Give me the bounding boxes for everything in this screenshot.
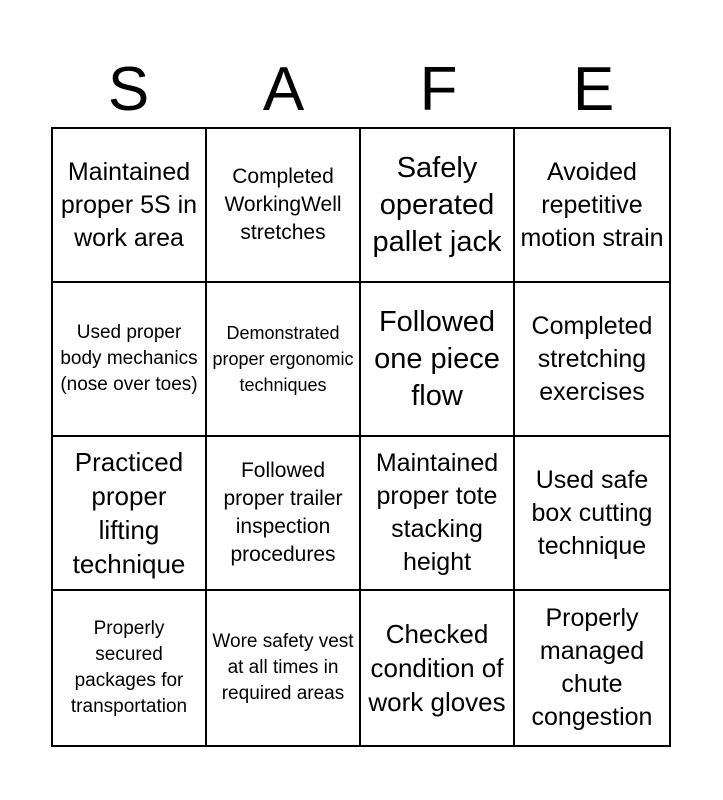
bingo-cell-15[interactable] — [361, 591, 515, 745]
bingo-cell-text: Safely operated pallet jack — [372, 151, 502, 258]
bingo-cell-text: Checked condition of work gloves — [368, 619, 506, 717]
bingo-cell-2[interactable] — [207, 129, 361, 283]
header-letter-e: E — [572, 55, 615, 124]
bingo-cell-text: Wore safety vest at all times in required areas — [212, 631, 354, 704]
bingo-board — [51, 127, 671, 747]
bingo-cell-text: Maintained proper 5S in work area — [60, 157, 198, 252]
header-letter-f: F — [419, 55, 458, 124]
bingo-cell-text: Avoided repetitive motion strain — [520, 157, 664, 252]
bingo-cell-14[interactable] — [207, 591, 361, 745]
bingo-cell-text: Used safe box cutting technique — [531, 465, 653, 560]
bingo-cell-4[interactable] — [515, 129, 669, 283]
bingo-cell-13[interactable] — [53, 591, 207, 745]
bingo-cell-text: Followed proper trailer inspection procedures — [223, 459, 343, 566]
bingo-cell-3[interactable] — [361, 129, 515, 283]
bingo-cell-text: Practiced proper lifting technique — [72, 447, 186, 579]
bingo-cell-10[interactable] — [207, 437, 361, 591]
header-letter-s: S — [107, 55, 150, 124]
bingo-cell-1[interactable] — [53, 129, 207, 283]
bingo-cell-6[interactable] — [207, 283, 361, 437]
bingo-cell-text: Completed stretching exercises — [531, 311, 653, 406]
bingo-cell-5[interactable] — [53, 283, 207, 437]
header-letter-a: A — [262, 55, 305, 124]
bingo-cell-16[interactable] — [515, 591, 669, 745]
bingo-header — [51, 52, 671, 128]
bingo-cell-text: Followed one piece flow — [374, 305, 500, 412]
bingo-cell-text: Demonstrated proper ergonomic techniques — [212, 323, 354, 395]
bingo-cell-9[interactable] — [53, 437, 207, 591]
bingo-cell-text: Properly managed chute congestion — [531, 604, 653, 731]
bingo-cell-7[interactable] — [361, 283, 515, 437]
bingo-cell-text: Properly secured packages for transportation — [70, 618, 188, 717]
bingo-cell-text: Maintained proper tote stacking height — [375, 449, 499, 576]
bingo-cell-text: Used proper body mechanics (nose over toes) — [60, 322, 198, 395]
bingo-cell-8[interactable] — [515, 283, 669, 437]
bingo-cell-11[interactable] — [361, 437, 515, 591]
bingo-cell-12[interactable] — [515, 437, 669, 591]
bingo-cell-text: Completed WorkingWell stretches — [224, 165, 342, 244]
